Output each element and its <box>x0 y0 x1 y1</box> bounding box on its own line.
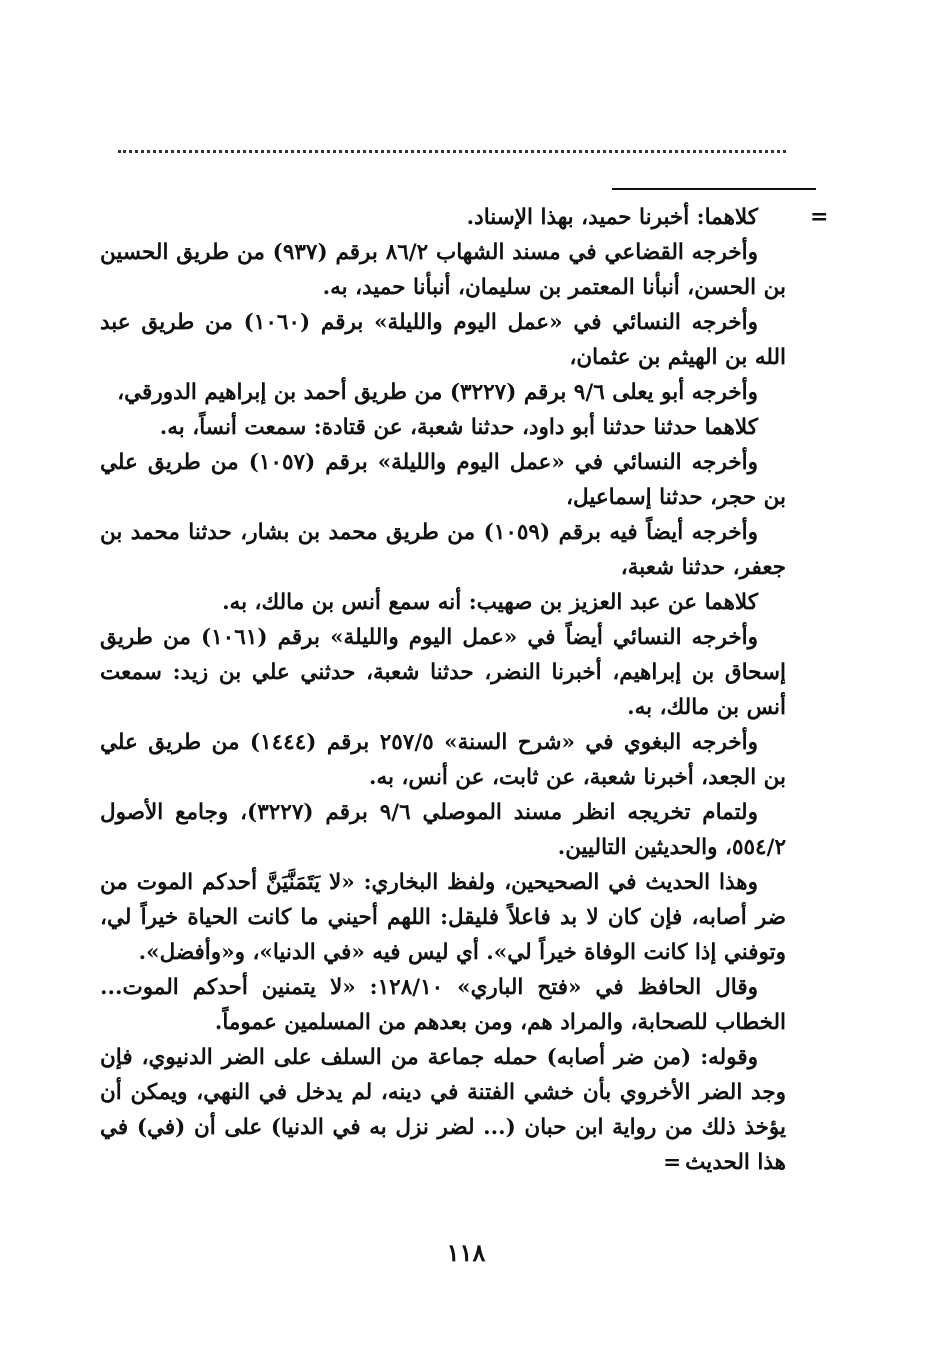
footnote-rule <box>612 188 816 190</box>
paragraph: ولتمام تخريجه انظر مسند الموصلي ٩/٦ برقم (٣٢٢٧)، وجامع الأصول ٥٥٤/٢، والحديثين التاليين. <box>100 800 786 860</box>
page-number: ١١٨ <box>446 1238 486 1267</box>
footnote-text <box>100 200 786 1180</box>
paragraph-last-text: وقوله: (من ضر أصابه) حمله جماعة من السلف على الضر الدنيوي، فإن وجد الضر الأخروي بأن خشي الفتنة في دينه، لم يدخل في النهي، ويمكن أن يؤخذ ذلك من رواية ابن حبان (... لضر نزل به في الدنيا) على أن (في) في هذا الحديث <box>100 1045 786 1175</box>
trailing-continuation-mark: = <box>663 1150 682 1175</box>
paragraph: وأخرجه النسائي في «عمل اليوم والليلة» برقم (١٠٥٧) من طريق علي بن حجر، حدثنا إسماعيل، <box>100 450 786 510</box>
paragraph-last <box>100 1040 786 1180</box>
paragraph: كلاهما: أخبرنا حميد، بهذا الإسناد. <box>466 205 758 230</box>
paragraph: وهذا الحديث في الصحيحين، ولفظ البخاري: «لا يَتَمَنَّيَنَّ أحدكم الموت من ضر أصابه، فإن كان لا بد فاعلاً فليقل: اللهم أحيني ما كانت الحياة خيراً لي، وتوفني إذا كانت الوفاة خيراً لي». أي ليس فيه «في الدنيا»، و«وأفضل». <box>100 870 786 965</box>
paragraph: وأخرجه أبو يعلى ٩/٦ برقم (٣٢٢٧) من طريق أحمد بن إبراهيم الدورقي، <box>117 380 758 405</box>
continuation-mark: = <box>810 204 829 230</box>
paragraph: وأخرجه القضاعي في مسند الشهاب ٨٦/٢ برقم (٩٣٧) من طريق الحسين بن الحسن، أنبأنا المعتمر بن سليمان، أنبأنا حميد، به. <box>100 240 786 300</box>
paragraph: كلاهما عن عبد العزيز بن صهيب: أنه سمع أنس بن مالك، به. <box>222 590 758 615</box>
paragraph: كلاهما حدثنا حدثنا أبو داود، حدثنا شعبة، عن قتادة: سمعت أنساً، به. <box>159 415 758 440</box>
paragraph: وأخرجه النسائي في «عمل اليوم والليلة» برقم (١٠٦٠) من طريق عبد الله بن الهيثم بن عثمان، <box>100 310 786 370</box>
paragraph: وقال الحافظ في «فتح الباري» ١٢٨/١٠: «لا يتمنين أحدكم الموت... الخطاب للصحابة، والمراد هم، ومن بعدهم من المسلمين عموماً. <box>100 975 786 1035</box>
paragraph: وأخرجه النسائي أيضاً في «عمل اليوم والليلة» برقم (١٠٦١) من طريق إسحاق بن إبراهيم، أخبرنا النضر، حدثنا شعبة، حدثني علي بن زيد: سمعت أنس بن مالك، به. <box>100 625 786 720</box>
dotted-separator <box>118 150 786 153</box>
paragraph: وأخرجه أيضاً فيه برقم (١٠٥٩) من طريق محمد بن بشار، حدثنا محمد بن جعفر، حدثنا شعبة، <box>100 520 786 580</box>
paragraph: وأخرجه البغوي في «شرح السنة» ٢٥٧/٥ برقم (١٤٤٤) من طريق علي بن الجعد، أخبرنا شعبة، عن ثابت، عن أنس، به. <box>100 730 786 790</box>
